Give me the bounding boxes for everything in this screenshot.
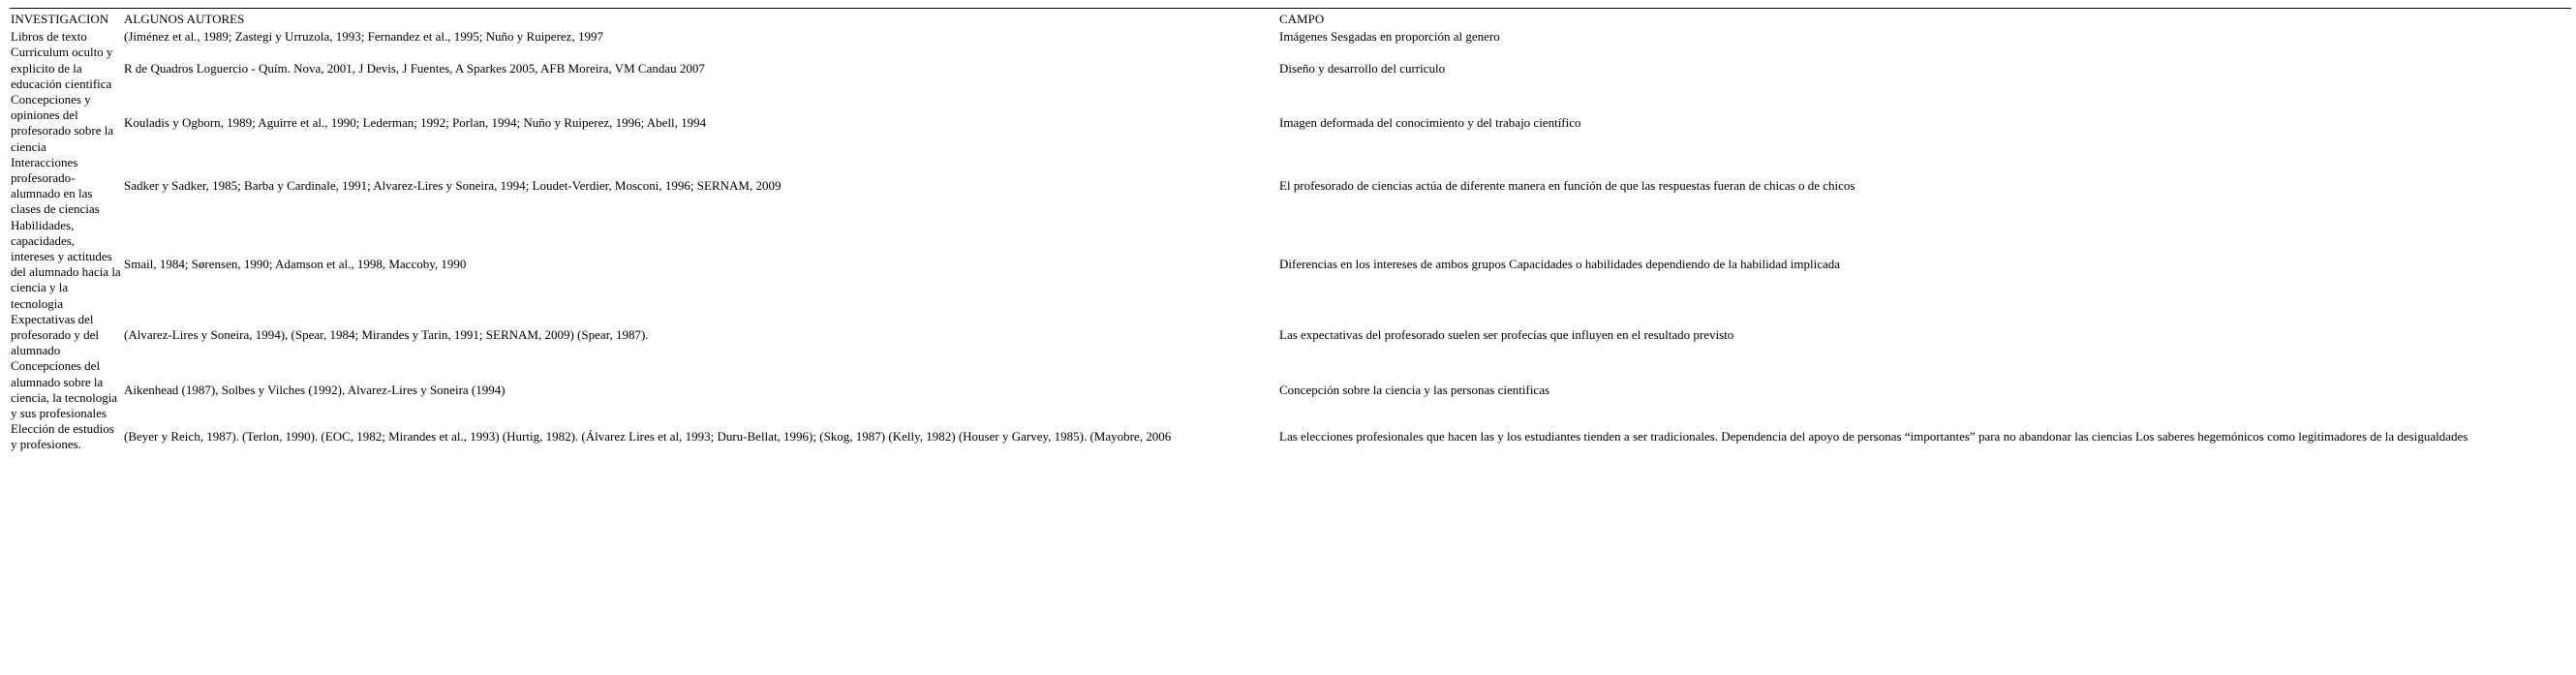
- cell-investigacion: Interacciones profesorado-alumnado en las clases de ciencias: [11, 154, 100, 217]
- table-body: [10, 29, 2571, 452]
- cell-investigacion: Concepciones del alumnado sobre la ciencia, la tecnologia y sus profesionales: [11, 358, 118, 421]
- document-page: [10, 8, 2571, 453]
- cell-autores: (Alvarez-Lires y Soneira, 1994), (Spear, 1984; Mirandes y Tarin, 1991; SERNAM, 2009) (Spear, 1987).: [124, 327, 649, 343]
- column-header-autores: ALGUNOS AUTORES: [124, 12, 245, 26]
- cell-investigacion: Elección de estudios y profesiones.: [11, 421, 114, 452]
- table-row: [10, 45, 2571, 92]
- table-row: [10, 92, 2571, 155]
- cell-campo: Las elecciones profesionales que hacen las y los estudiantes tienden a ser tradicionales. Dependencia del apoyo de personas “importantes” para no abandonar las ciencias Los saberes hegemónicos como legitimadores de la desigualdades: [1279, 429, 2469, 445]
- cell-campo: Imágenes Sesgadas en proporción al genero: [1279, 29, 1500, 45]
- table-row: [10, 358, 2571, 421]
- table-row: [10, 312, 2571, 359]
- column-header-campo: CAMPO: [1279, 12, 1325, 26]
- cell-investigacion: Expectativas del profesorado y del alumnado: [11, 311, 99, 358]
- research-table: [10, 8, 2571, 453]
- cell-autores: Smail, 1984; Sørensen, 1990; Adamson et al., 1998, Maccoby, 1990: [124, 257, 467, 272]
- cell-autores: (Jiménez et al., 1989; Zastegi y Urruzola, 1993; Fernandez et al., 1995; Nuño y Ruiperez, 1997: [124, 29, 603, 45]
- cell-investigacion: Libros de texto: [11, 29, 87, 45]
- column-header-investigacion: INVESTIGACION: [11, 12, 109, 26]
- cell-campo: Concepción sobre la ciencia y las personas cientificas: [1279, 382, 1550, 397]
- cell-autores: Aikenhead (1987), Solbes y Vilches (1992), Alvarez-Lires y Soneira (1994): [124, 382, 506, 397]
- cell-campo: Las expectativas del profesorado suelen ser profecías que influyen en el resultado previsto: [1279, 327, 1734, 343]
- cell-campo: Diseño y desarrollo del curriculo: [1279, 60, 1446, 76]
- cell-investigacion: Curriculum oculto y explicito de la educación cientifica: [11, 45, 113, 91]
- cell-campo: Imagen deformada del conocimiento y del trabajo científico: [1279, 115, 1581, 131]
- cell-autores: R de Quadros Loguercio - Quím. Nova, 2001, J Devis, J Fuentes, A Sparkes 2005, AFB Moreira, VM Candau 2007: [124, 60, 705, 76]
- cell-investigacion: Concepciones y opiniones del profesorado sobre la ciencia: [11, 92, 114, 154]
- table-row: [10, 29, 2571, 45]
- table-header: [10, 9, 2571, 30]
- cell-autores: Kouladis y Ogborn, 1989; Aguirre et al., 1990; Lederman; 1992; Porlan, 1994; Nuño y Ruiperez, 1996; Abell, 1994: [124, 115, 707, 131]
- table-row: [10, 218, 2571, 312]
- table-row: [10, 155, 2571, 218]
- cell-investigacion: Habilidades, capacidades, intereses y actitudes del alumnado hacia la ciencia y la tecnologia: [11, 217, 121, 311]
- cell-campo: Diferencias en los intereses de ambos grupos Capacidades o habilidades dependiendo de la habilidad implicada: [1279, 257, 1841, 272]
- header-row: [10, 9, 2571, 30]
- cell-campo: El profesorado de ciencias actúa de diferente manera en función de que las respuestas fueran de chicas o de chicos: [1279, 178, 1855, 194]
- cell-autores: (Beyer y Reich, 1987). (Terlon, 1990). (EOC, 1982; Mirandes et al., 1993) (Hurtig, 1982). (Álvarez Lires et al, 1993; Duru-Bellat, 1996); (Skog, 1987) (Kelly, 1982) (Houser y Garvey, 1985). (Mayobre, 2006: [124, 429, 1172, 445]
- cell-autores: Sadker y Sadker, 1985; Barba y Cardinale, 1991; Alvarez-Lires y Soneira, 1994; Loudet-Verdier, Mosconi, 1996; SERNAM, 2009: [124, 178, 782, 194]
- table-row: [10, 421, 2571, 452]
